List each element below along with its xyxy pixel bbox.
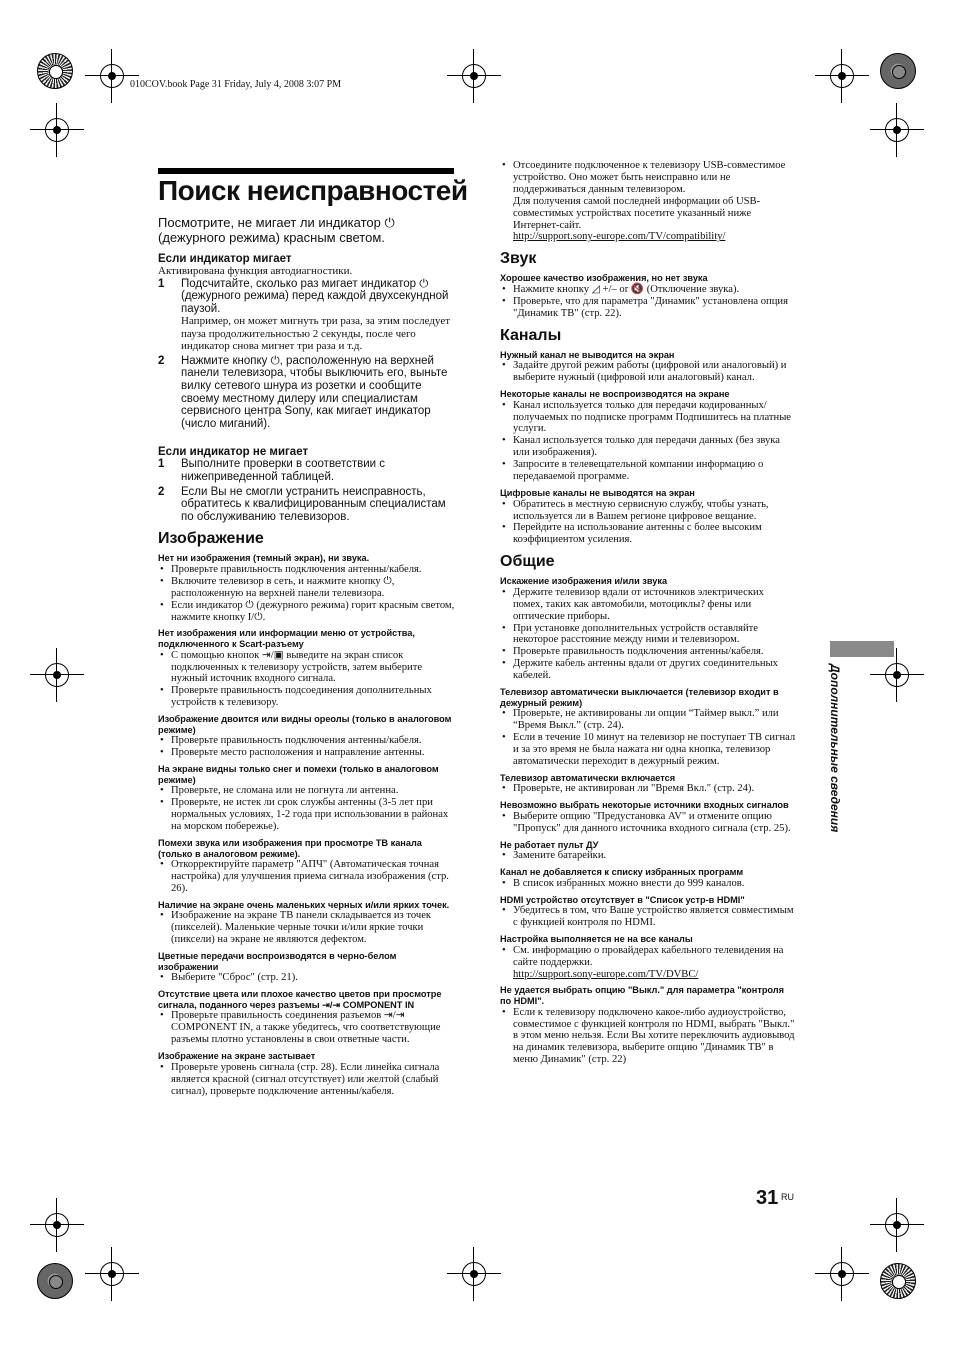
page-number: 31: [756, 1187, 779, 1209]
solution-item: • Если в течение 10 минут на телевизор не поступает ТВ сигнал и за это время не была нажата ни одна кнопка, телевизор автоматически переходит в дежурный режим.: [500, 732, 796, 768]
solution-list: [500, 783, 796, 795]
blink-text: Активирована функция автодиагностики.: [158, 265, 353, 277]
solution-list: [158, 564, 456, 624]
solution-list: [500, 1007, 796, 1067]
intro-text: Посмотрите, не мигает ли индикатор ⏻ (дежурного режима) красным светом.: [158, 215, 395, 245]
solution-item: • Включите телевизор в сеть, и нажмите кнопку ⏻, расположенную на верхней панели телевизора.: [158, 576, 456, 600]
blink-step: [158, 355, 456, 431]
general-problems: [500, 576, 796, 1066]
solution-item: • Изображение на экране ТВ панели складывается из точек (пикселей). Маленькие черные точки и/или яркие точки (пиксели) на экране не являются дефектом.: [158, 910, 456, 946]
sound-problems: [500, 273, 796, 319]
book-header: 010COV.book Page 31 Friday, July 4, 2008 3:07 PM: [130, 79, 342, 90]
problem-title: Цифровые каналы не выводятся на экран: [500, 488, 695, 498]
solution-item: • Проверьте, не сломана или не погнута ли антенна.: [158, 785, 456, 797]
crop-mark-icon: [462, 64, 486, 88]
usb-compat-link[interactable]: http://support.sony-europe.com/TV/compatibility/: [513, 231, 726, 243]
solution-list: [500, 878, 796, 890]
crop-mark-icon: [45, 118, 69, 142]
solution-item: • В список избранных можно внести до 999 каналов.: [500, 878, 796, 890]
problem-title: Телевизор автоматически включается: [500, 772, 676, 783]
solution-item: • Канал используется только для передачи кодированных/получаемых по подписке программ Подпишитесь на платные услуги.: [500, 400, 796, 436]
section-tab: [830, 641, 894, 657]
problem-title: Хорошее качество изображения, но нет звука: [500, 273, 708, 284]
solution-list: [500, 499, 796, 547]
solution-list: [500, 360, 796, 384]
problem-title: Не работает пульт ДУ: [500, 839, 599, 850]
problem-title: Нет изображения или информации меню от устройства, подключенного к Scart-разъему: [158, 628, 415, 650]
solution-item: • Проверьте, не активированы ли опции “Таймер выкл.” или “Время Выкл.” (стр. 24).: [500, 708, 796, 732]
step-note: Например, он может мигнуть три раза, за этим последует пауза продолжительностью 2 секунды, после чего индикатор снова мигнет три раза и т.д.: [181, 315, 451, 353]
crop-mark-icon: [885, 118, 909, 142]
crop-mark-icon: [830, 64, 854, 88]
solution-item: • Проверьте, что для параметра "Динамик" установлена опция "Динамик ТВ" (стр. 22).: [500, 296, 796, 320]
solution-list: [158, 859, 456, 895]
crop-mark-icon: [100, 64, 124, 88]
channels-heading: Каналы: [500, 326, 562, 344]
usb-extra-text: Для получения самой последней информации об USB-совместимых устройствах посетите указанный ниже Интернет-сайт.: [513, 195, 761, 231]
problem-title: Цветные передачи воспроизводятся в черно-белом изображении: [158, 951, 397, 972]
usb-item-text: Отсоедините подключенное к телевизору USB-совместимое устройство. Оно может быть неисправно или не поддерживаться данным телевизором.: [513, 160, 786, 195]
usb-list: [500, 160, 796, 243]
problem-title: Телевизор автоматически выключается (телевизор входит в дежурный режим): [500, 687, 779, 708]
problem-title: Не удается выбрать опцию "Выкл." для параметра "контроля по HDMI".: [500, 985, 785, 1006]
solution-item: • С помощью кнопок ⇥/▣ выведите на экран список подключенных к телевизору устройств, затем выберите нужный источник входного сигнала.: [158, 650, 456, 686]
blink-step: [158, 278, 456, 353]
problem-title: Нет ни изображения (темный экран), ни звука.: [158, 553, 370, 564]
noblink-step: [158, 458, 456, 483]
problem-title: Отсутствие цвета или плохое качество цветов при просмотре сигнала, поданного через разъемы ⇥/⇥ COMPONENT IN: [158, 989, 442, 1010]
step-number: 1: [158, 458, 165, 471]
step-number: 2: [158, 354, 165, 367]
page-language: RU: [781, 1192, 794, 1202]
solution-item: • При установке дополнительных устройств оставляйте некоторое расстояние между ними и телевизором.: [500, 623, 796, 647]
page-title: Поиск неисправностей: [158, 175, 468, 206]
sound-heading: Звук: [500, 250, 537, 268]
crop-mark-icon: [100, 1262, 124, 1286]
cable-support-link[interactable]: http://support.sony-europe.com/TV/DVBC/: [513, 968, 699, 980]
right-column: [500, 160, 796, 1066]
problem-title: Настройка выполняется не на все каналы: [500, 934, 693, 945]
title-rule: [158, 168, 454, 174]
solution-list: [500, 400, 796, 483]
crop-mark-icon: [45, 663, 69, 687]
general-heading: Общие: [500, 553, 555, 571]
problem-title: HDMI устройство отсутствует в "Список устр-в HDMI": [500, 894, 745, 905]
solution-list: [500, 284, 796, 320]
problem-title: Нужный канал не выводится на экран: [500, 349, 675, 360]
solution-list: [158, 972, 456, 984]
solution-item: • Проверьте правильность подсоединения дополнительных устройств к телевизору.: [158, 685, 456, 709]
solution-item: • Проверьте, не активирован ли "Время Вкл." (стр. 24).: [500, 783, 796, 795]
solution-item: • Проверьте уровень сигнала (стр. 28). Если линейка сигнала является красной (сигнал отсутствует) или желтой (слабый сигнал), проверьте подключение антенны/кабеля.: [158, 1062, 456, 1098]
problem-title: Наличие на экране очень маленьких черных и/или ярких точек.: [158, 899, 450, 910]
problem-title: Помехи звука или изображения при просмотре ТВ канала (только в аналоговом режиме).: [158, 837, 422, 859]
problem-title: Некоторые каналы не воспроизводятся на экране: [500, 389, 730, 400]
problem-title: Искажение изображения и/или звука: [500, 576, 668, 587]
image-heading: Изображение: [158, 530, 264, 548]
section-label: [824, 664, 844, 864]
section-label-text: Дополнительные сведения: [828, 664, 842, 833]
problem-title: Изображение двоится или видны ореолы (только в аналоговом режиме): [158, 714, 452, 735]
registration-wheel-icon: [37, 53, 73, 89]
crop-mark-icon: [885, 663, 909, 687]
solution-item: • Замените батарейки.: [500, 850, 796, 862]
channel-problems: [500, 350, 796, 547]
crop-mark-icon: [45, 1213, 69, 1237]
solution-item: • Проверьте правильность подключения антенны/кабеля.: [158, 735, 456, 747]
solution-list: [158, 650, 456, 710]
solution-item: • Запросите в телевещательной компании информацию о передаваемой программе.: [500, 459, 796, 483]
solution-list: [500, 708, 796, 768]
solution-list: [158, 910, 456, 946]
solution-list: [158, 1062, 456, 1098]
solution-list: [158, 1010, 456, 1046]
solution-item: • Выберите опцию "Предустановка AV" и отмените опцию "Пропуск" для данного источника входного сигнала (стр. 25).: [500, 811, 796, 835]
solution-list: [500, 811, 796, 835]
problem-title: Канал не добавляется к списку избранных программ: [500, 867, 744, 878]
solution-item: • Откорректируйте параметр "АПЧ" (Автоматическая точная настройка) для улучшения приема сигнала изображения (стр. 26).: [158, 859, 456, 895]
solution-item: • Проверьте правильность соединения разъемов ⇥/⇥ COMPONENT IN, а также убедитесь, что соответствующие разъемы плотно установлены в свои ответные части.: [158, 1010, 456, 1046]
solution-item: • Если к телевизору подключено какое-либо аудиоустройство, совместимое с функцией контроля по HDMI, выбрать "Выкл." в этом меню нельзя. Если Вы хотите переключить аудиовывод на динамик телевизора, выберите опцию "Динамик ТВ" в меню Динамик" (стр. 22): [500, 1007, 796, 1067]
solution-item: • Обратитесь в местную сервисную службу, чтобы узнать, используется ли в Вашем регионе цифровое вещание.: [500, 499, 796, 523]
solution-item: • Проверьте место расположения и направление антенны.: [158, 747, 456, 759]
problem-title: Изображение на экране застывает: [158, 1051, 316, 1062]
solution-item: • Проверьте правильность подключения антенны/кабеля.: [158, 564, 456, 576]
solution-item: • Держите телевизор вдали от источников электрических помех, таких как автомобили, мотоциклы? фены или оптические приборы.: [500, 587, 796, 623]
noblink-step: [158, 486, 456, 524]
solution-list: [500, 587, 796, 682]
step-text: Выполните проверки в соответствии с нижеприведенной таблицей.: [181, 458, 386, 483]
solution-item: • Проверьте, не истек ли срок службы антенны (3-5 лет при нормальных условиях, 1-2 года при использовании в районах на морском побережье).: [158, 797, 456, 833]
solution-item: • Проверьте правильность подключения антенны/кабеля.: [500, 646, 796, 658]
step-text: Подсчитайте, сколько раз мигает индикатор ⏻ (дежурного режима) перед каждой двухсекундной паузой.: [181, 277, 449, 315]
problem-title: На экране видны только снег и помехи (только в аналоговом режиме): [158, 764, 439, 785]
problem-title: Невозможно выбрать некоторые источники входных сигналов: [500, 800, 789, 811]
step-text: Нажмите кнопку ⏻, расположенную на верхней панели телевизора, чтобы выключить его, выньте вилку сетевого шнура из розетки и сообщите своему местному дилеру или специалистам сервисного центра Sony, как мигает индикатор (число миганий).: [181, 354, 448, 430]
crop-mark-icon: [830, 1262, 854, 1286]
registration-wheel-icon: [880, 1263, 916, 1299]
registration-wheel-icon: [880, 53, 916, 89]
step-number: 2: [158, 485, 165, 498]
solution-list: [158, 735, 456, 759]
noblink-heading: Если индикатор не мигает: [158, 446, 309, 459]
solution-item: • Держите кабель антенны вдали от других соединительных кабелей.: [500, 658, 796, 682]
solution-list: [500, 850, 796, 862]
registration-wheel-icon: [37, 1263, 73, 1299]
solution-item: • Нажмите кнопку ◿ +/– or 🔇 (Отключение звука).: [500, 284, 796, 296]
solution-item: • Если индикатор ⏻ (дежурного режима) горит красным светом, нажмите кнопку I/⏻.: [158, 600, 456, 624]
left-column: [158, 215, 456, 1098]
list-item: [500, 160, 796, 243]
solution-item: • Задайте другой режим работы (цифровой или аналоговый) и выберите нужный (цифровой или аналоговый) канал.: [500, 360, 796, 384]
step-text: Если Вы не смогли устранить неисправность, обратитесь к квалифицированным специалистам по обслуживанию телевизоров.: [181, 485, 446, 523]
solution-item: • Канал используется только для передачи данных (без звука или изображения).: [500, 435, 796, 459]
link-line: [500, 969, 796, 981]
solution-item: • Убедитесь в том, что Ваше устройство является совместимым с функцией контроля по HDMI.: [500, 905, 796, 929]
solution-item: • Перейдите на использование антенны с более высоким коэффициентом усиления.: [500, 522, 796, 546]
step-number: 1: [158, 277, 165, 290]
crop-mark-icon: [885, 1213, 909, 1237]
solution-item: • См. информацию о провайдерах кабельного телевидения на сайте поддержки.: [500, 945, 796, 969]
blink-heading: Если индикатор мигает: [158, 253, 292, 265]
solution-item: • Выберите "Сброс" (стр. 21).: [158, 972, 456, 984]
solution-list: [158, 785, 456, 833]
crop-mark-icon: [462, 1262, 486, 1286]
solution-list: [500, 905, 796, 929]
solution-list: [500, 945, 796, 981]
image-problems: [158, 553, 456, 1097]
